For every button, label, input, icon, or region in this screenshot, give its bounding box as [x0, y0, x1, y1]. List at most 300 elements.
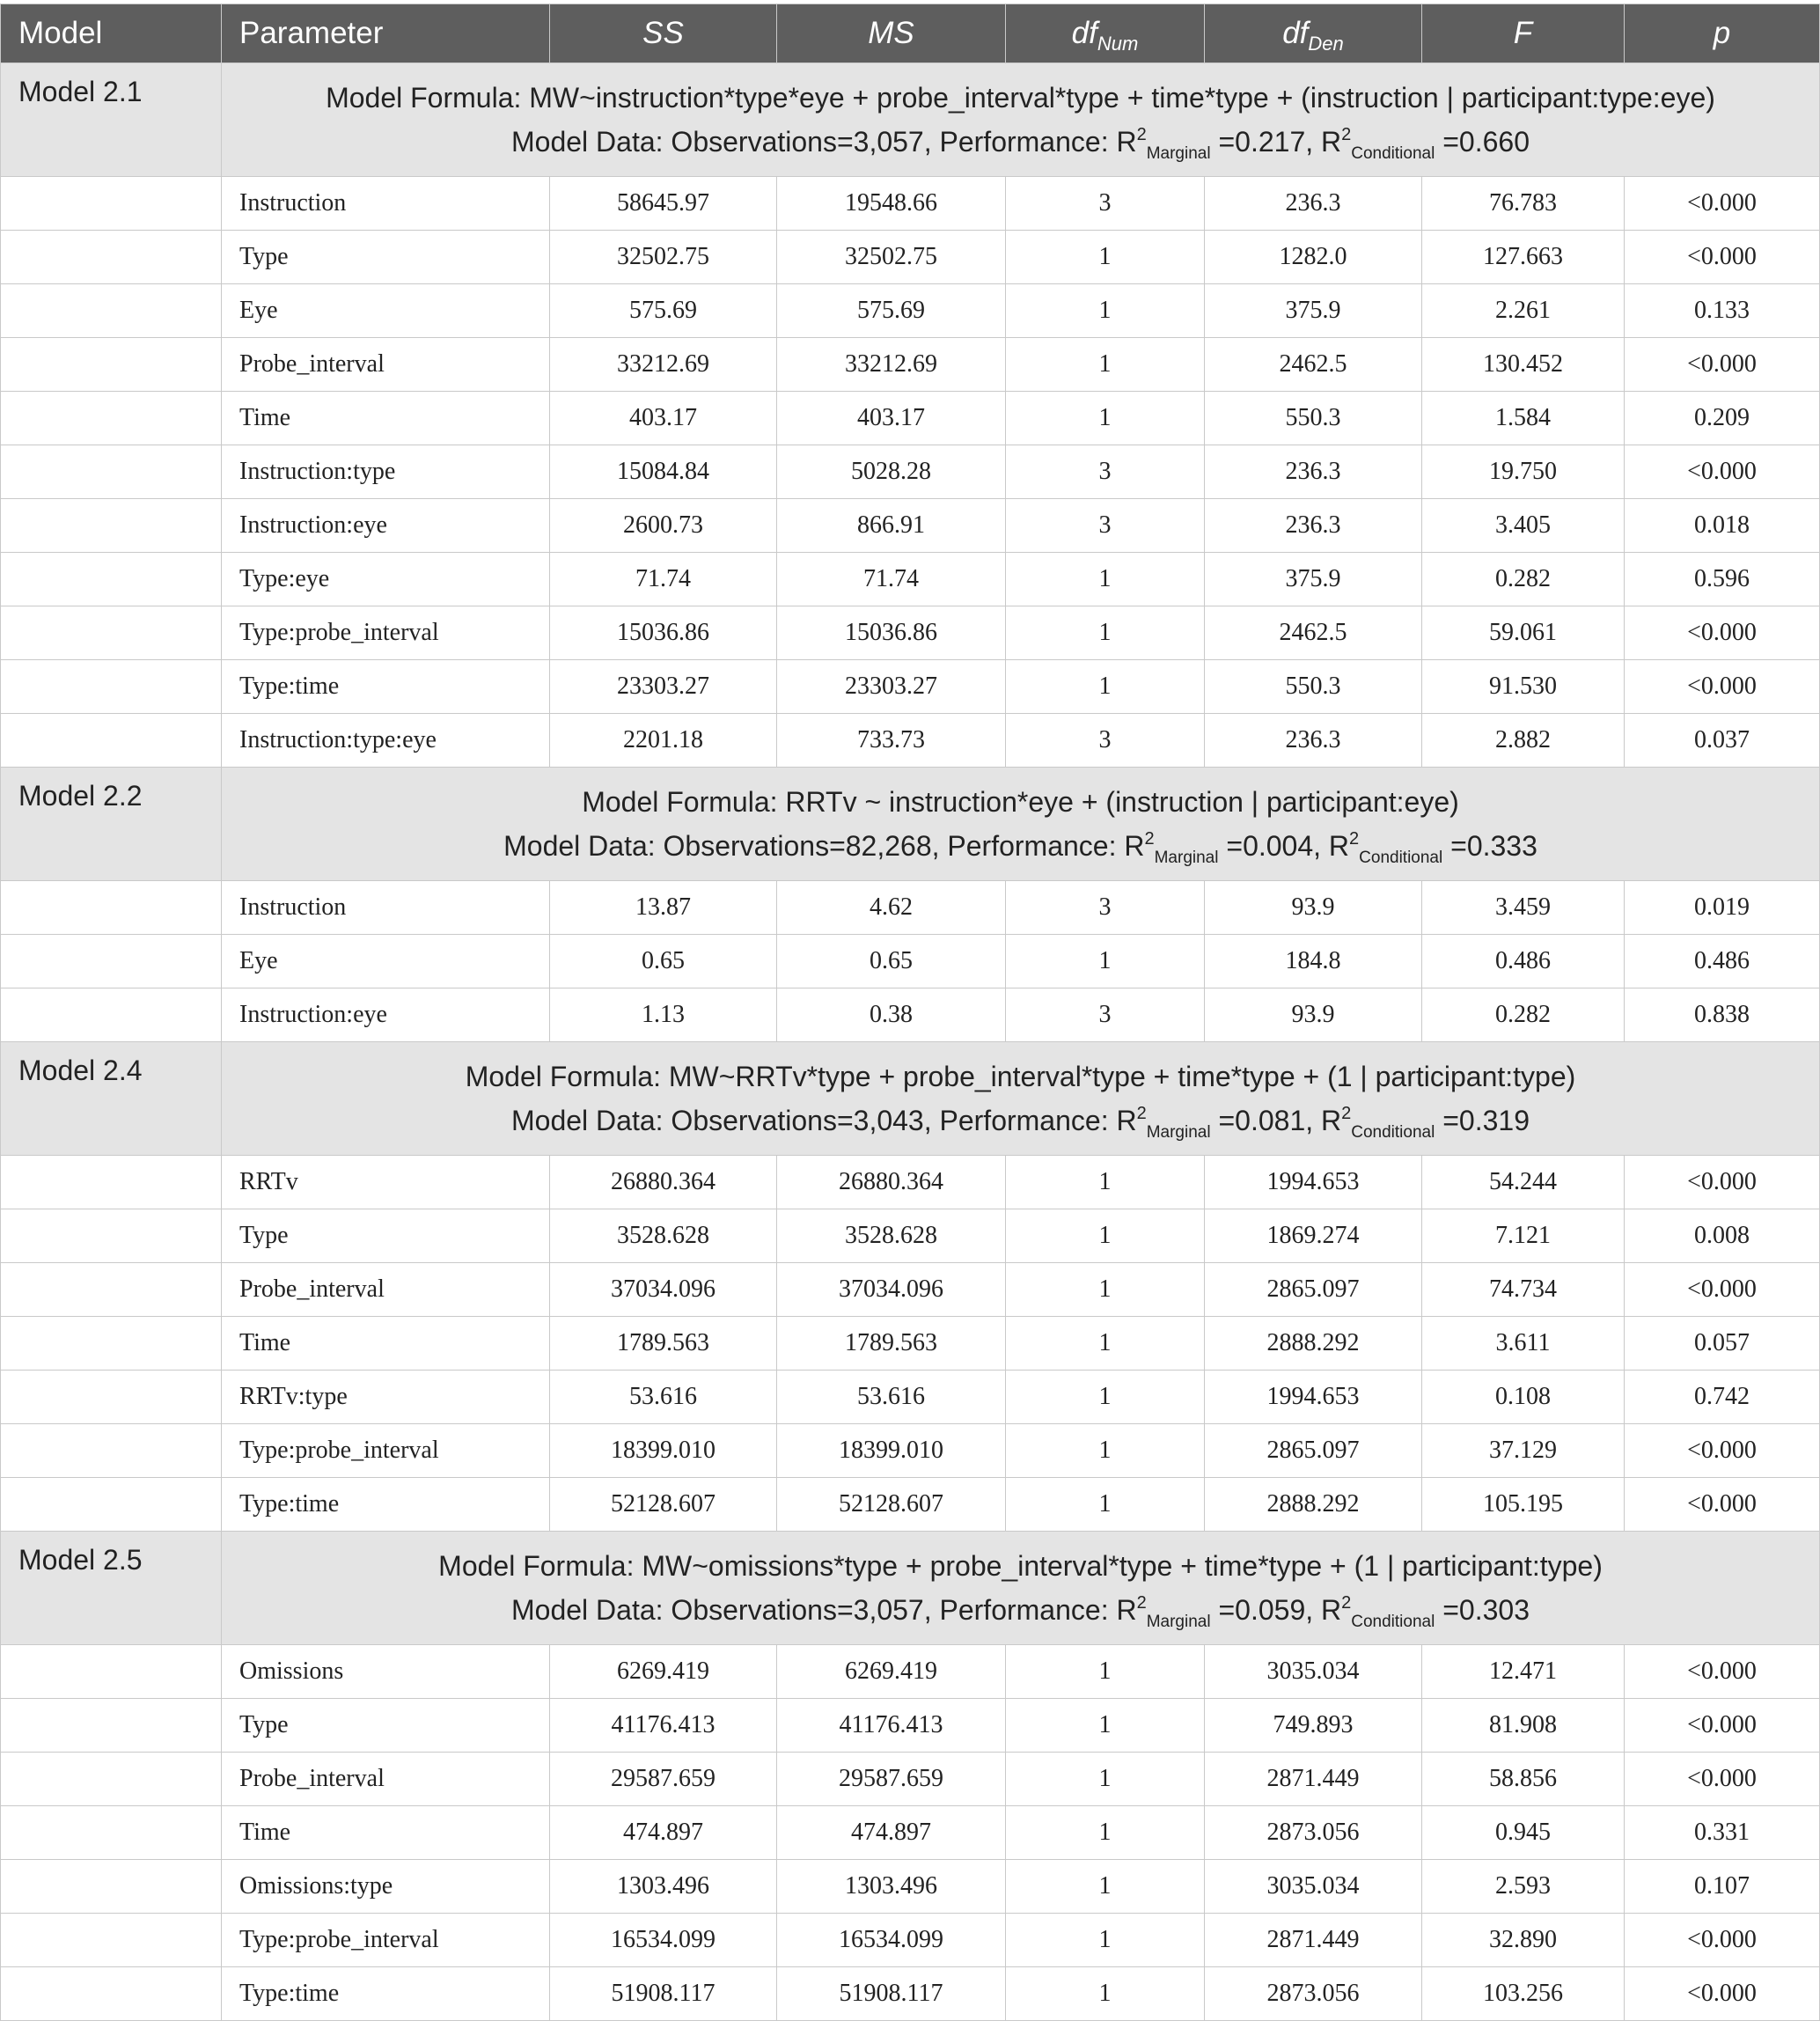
f-cell: 2.882	[1422, 714, 1625, 768]
p-cell: 0.037	[1625, 714, 1820, 768]
model-formula: Model Formula: MW~omissions*type + probe_interval*type + time*type + (1 | participant:type)	[438, 1550, 1603, 1582]
model-cell-empty	[1, 1699, 222, 1753]
df-den-cell: 2888.292	[1205, 1317, 1422, 1371]
ms-cell: 26880.364	[777, 1156, 1006, 1209]
table-row	[1, 553, 1820, 606]
r2-conditional-label: Conditional	[1351, 144, 1435, 163]
parameter-cell: Instruction:type:eye	[222, 714, 550, 768]
df-num-cell: 1	[1006, 1806, 1205, 1860]
table-row	[1, 177, 1820, 231]
model-data-prefix: Model Data: Observations=3,057, Performance: R	[511, 126, 1137, 158]
model-cell-empty	[1, 1424, 222, 1478]
f-cell: 54.244	[1422, 1156, 1625, 1209]
table-row	[1, 445, 1820, 499]
model-cell-empty	[1, 499, 222, 553]
p-cell: <0.000	[1625, 606, 1820, 660]
p-cell: 0.057	[1625, 1317, 1820, 1371]
p-cell: <0.000	[1625, 1967, 1820, 2021]
df-num-cell: 1	[1006, 1645, 1205, 1699]
model-cell-empty	[1, 392, 222, 445]
model-cell-empty	[1, 1753, 222, 1806]
ms-cell: 403.17	[777, 392, 1006, 445]
df-den-cell: 550.3	[1205, 392, 1422, 445]
r2-superscript: 2	[1136, 1104, 1147, 1123]
model-data-line	[222, 1099, 1819, 1143]
model-name: Model 2.2	[1, 768, 222, 881]
ms-cell: 51908.117	[777, 1967, 1006, 2021]
ms-cell: 4.62	[777, 881, 1006, 935]
r2-conditional-value: =0.319	[1435, 1105, 1530, 1136]
f-cell: 105.195	[1422, 1478, 1625, 1532]
ss-cell: 41176.413	[550, 1699, 777, 1753]
df-num-cell: 1	[1006, 231, 1205, 284]
ms-cell: 19548.66	[777, 177, 1006, 231]
model-description	[222, 1532, 1820, 1645]
table-row	[1, 660, 1820, 714]
table-row	[1, 1424, 1820, 1478]
model-cell-empty	[1, 1914, 222, 1967]
model-section-header	[1, 63, 1820, 177]
model-cell-empty	[1, 1967, 222, 2021]
parameter-cell: Instruction:type	[222, 445, 550, 499]
f-cell: 0.282	[1422, 553, 1625, 606]
parameter-cell: Time	[222, 1806, 550, 1860]
ss-cell: 16534.099	[550, 1914, 777, 1967]
ss-cell: 29587.659	[550, 1753, 777, 1806]
df-den-cell: 375.9	[1205, 284, 1422, 338]
df-num-cell: 3	[1006, 499, 1205, 553]
p-cell: 0.019	[1625, 881, 1820, 935]
ss-cell: 2201.18	[550, 714, 777, 768]
model-cell-empty	[1, 338, 222, 392]
f-cell: 74.734	[1422, 1263, 1625, 1317]
ss-cell: 71.74	[550, 553, 777, 606]
df-num-cell: 1	[1006, 1478, 1205, 1532]
model-data-prefix: Model Data: Observations=3,043, Performance: R	[511, 1105, 1137, 1136]
table-row	[1, 1806, 1820, 1860]
model-cell-empty	[1, 445, 222, 499]
df-den-cell: 1282.0	[1205, 231, 1422, 284]
df-num-cell: 1	[1006, 1860, 1205, 1914]
ss-cell: 26880.364	[550, 1156, 777, 1209]
parameter-cell: Eye	[222, 935, 550, 988]
f-cell: 58.856	[1422, 1753, 1625, 1806]
f-cell: 2.593	[1422, 1860, 1625, 1914]
df-num-cell: 1	[1006, 392, 1205, 445]
parameter-cell: Probe_interval	[222, 1753, 550, 1806]
model-cell-empty	[1, 1860, 222, 1914]
ss-cell: 1789.563	[550, 1317, 777, 1371]
model-cell-empty	[1, 284, 222, 338]
f-cell: 1.584	[1422, 392, 1625, 445]
df-den-cell: 2462.5	[1205, 338, 1422, 392]
ss-cell: 23303.27	[550, 660, 777, 714]
p-cell: <0.000	[1625, 1914, 1820, 1967]
ms-cell: 23303.27	[777, 660, 1006, 714]
df-den-cell: 236.3	[1205, 177, 1422, 231]
df-num-cell: 1	[1006, 1371, 1205, 1424]
parameter-cell: Type:time	[222, 1478, 550, 1532]
ss-cell: 52128.607	[550, 1478, 777, 1532]
f-cell: 76.783	[1422, 177, 1625, 231]
ms-cell: 18399.010	[777, 1424, 1006, 1478]
r2-superscript: 2	[1136, 125, 1147, 144]
df-num-cell: 1	[1006, 553, 1205, 606]
df-den-cell: 2871.449	[1205, 1914, 1422, 1967]
df-num-cell: 1	[1006, 660, 1205, 714]
r2-marginal-value: =0.217, R	[1210, 126, 1342, 158]
df-num-cell: 1	[1006, 1209, 1205, 1263]
table-row	[1, 1263, 1820, 1317]
f-cell: 32.890	[1422, 1914, 1625, 1967]
df-den-cell: 93.9	[1205, 881, 1422, 935]
parameter-cell: Type	[222, 1209, 550, 1263]
table-row	[1, 1478, 1820, 1532]
p-cell: <0.000	[1625, 660, 1820, 714]
df-den-cell: 236.3	[1205, 499, 1422, 553]
p-cell: 0.018	[1625, 499, 1820, 553]
ss-cell: 15084.84	[550, 445, 777, 499]
model-cell-empty	[1, 231, 222, 284]
f-cell: 37.129	[1422, 1424, 1625, 1478]
f-cell: 7.121	[1422, 1209, 1625, 1263]
table-row	[1, 606, 1820, 660]
model-data-prefix: Model Data: Observations=82,268, Performance: R	[503, 830, 1145, 862]
r2-marginal-label: Marginal	[1146, 144, 1211, 163]
ms-cell: 37034.096	[777, 1263, 1006, 1317]
f-cell: 3.611	[1422, 1317, 1625, 1371]
model-formula: Model Formula: MW~RRTv*type + probe_interval*type + time*type + (1 | participant:type)	[465, 1061, 1576, 1092]
model-section-header	[1, 768, 1820, 881]
table-row	[1, 881, 1820, 935]
df-den-cell: 93.9	[1205, 988, 1422, 1042]
p-cell: 0.107	[1625, 1860, 1820, 1914]
table-row	[1, 1156, 1820, 1209]
df-den-cell: 236.3	[1205, 445, 1422, 499]
parameter-cell: Type	[222, 231, 550, 284]
df-den-cell: 749.893	[1205, 1699, 1422, 1753]
r2-marginal-value: =0.081, R	[1210, 1105, 1342, 1136]
p-cell: <0.000	[1625, 1645, 1820, 1699]
model-cell-empty	[1, 1263, 222, 1317]
f-cell: 12.471	[1422, 1645, 1625, 1699]
table-row	[1, 1914, 1820, 1967]
ms-cell: 16534.099	[777, 1914, 1006, 1967]
table-row	[1, 1860, 1820, 1914]
model-cell-empty	[1, 1156, 222, 1209]
p-cell: 0.838	[1625, 988, 1820, 1042]
model-cell-empty	[1, 881, 222, 935]
df-num-cell: 1	[1006, 935, 1205, 988]
parameter-cell: Type:time	[222, 1967, 550, 2021]
model-formula: Model Formula: MW~instruction*type*eye + probe_interval*type + time*type + (instruction | participant:type:eye)	[326, 82, 1715, 114]
f-cell: 0.945	[1422, 1806, 1625, 1860]
f-cell: 0.486	[1422, 935, 1625, 988]
df-den-cell: 3035.034	[1205, 1645, 1422, 1699]
df-den-cell: 2873.056	[1205, 1967, 1422, 2021]
ss-cell: 13.87	[550, 881, 777, 935]
df-den-cell: 375.9	[1205, 553, 1422, 606]
model-cell-empty	[1, 1806, 222, 1860]
ss-cell: 2600.73	[550, 499, 777, 553]
model-name: Model 2.4	[1, 1042, 222, 1156]
r2-conditional-value: =0.333	[1442, 830, 1537, 862]
model-description	[222, 768, 1820, 881]
ms-cell: 1789.563	[777, 1317, 1006, 1371]
ms-cell: 0.65	[777, 935, 1006, 988]
header-row	[1, 4, 1820, 63]
ss-cell: 1.13	[550, 988, 777, 1042]
f-cell: 103.256	[1422, 1967, 1625, 2021]
ms-cell: 575.69	[777, 284, 1006, 338]
model-cell-empty	[1, 660, 222, 714]
r2-superscript: 2	[1144, 829, 1155, 849]
r2-superscript: 2	[1349, 829, 1360, 849]
p-cell: <0.000	[1625, 338, 1820, 392]
ms-cell: 3528.628	[777, 1209, 1006, 1263]
parameter-cell: RRTv	[222, 1156, 550, 1209]
ss-cell: 474.897	[550, 1806, 777, 1860]
p-cell: 0.486	[1625, 935, 1820, 988]
p-cell: 0.209	[1625, 392, 1820, 445]
df-den-cell: 3035.034	[1205, 1860, 1422, 1914]
col-header-df-den: $df_{Den}$	[1205, 4, 1422, 63]
ms-cell: 32502.75	[777, 231, 1006, 284]
r2-superscript: 2	[1341, 1104, 1352, 1123]
f-cell: 127.663	[1422, 231, 1625, 284]
p-cell: 0.331	[1625, 1806, 1820, 1860]
parameter-cell: Type:eye	[222, 553, 550, 606]
r2-marginal-value: =0.004, R	[1218, 830, 1350, 862]
model-formula: Model Formula: RRTv ~ instruction*eye + (instruction | participant:eye)	[582, 786, 1459, 818]
df-num-cell: 1	[1006, 338, 1205, 392]
r2-marginal-label: Marginal	[1146, 1613, 1211, 1631]
parameter-cell: Time	[222, 1317, 550, 1371]
df-num-cell: 1	[1006, 1914, 1205, 1967]
df-num-cell: 3	[1006, 714, 1205, 768]
table-row	[1, 1371, 1820, 1424]
ms-cell: 15036.86	[777, 606, 1006, 660]
p-cell: <0.000	[1625, 177, 1820, 231]
df-den-cell: 2873.056	[1205, 1806, 1422, 1860]
df-den-cell: 2871.449	[1205, 1753, 1422, 1806]
df-num-cell: 3	[1006, 445, 1205, 499]
f-cell: 91.530	[1422, 660, 1625, 714]
ms-cell: 33212.69	[777, 338, 1006, 392]
df-num-cell: 1	[1006, 284, 1205, 338]
ms-cell: 6269.419	[777, 1645, 1006, 1699]
table-row	[1, 1753, 1820, 1806]
r2-conditional-value: =0.303	[1435, 1594, 1530, 1626]
ms-cell: 733.73	[777, 714, 1006, 768]
parameter-cell: Instruction:eye	[222, 988, 550, 1042]
parameter-cell: Instruction	[222, 177, 550, 231]
table-row	[1, 499, 1820, 553]
table-row	[1, 1209, 1820, 1263]
r2-conditional-label: Conditional	[1351, 1613, 1435, 1631]
table-row	[1, 1967, 1820, 2021]
model-cell-empty	[1, 1317, 222, 1371]
p-cell: 0.008	[1625, 1209, 1820, 1263]
ms-cell: 0.38	[777, 988, 1006, 1042]
r2-conditional-value: =0.660	[1435, 126, 1530, 158]
table-body	[1, 63, 1820, 2021]
parameter-cell: Time	[222, 392, 550, 445]
model-cell-empty	[1, 935, 222, 988]
df-den-cell: 1869.274	[1205, 1209, 1422, 1263]
df-num-cell: 1	[1006, 1317, 1205, 1371]
p-cell: <0.000	[1625, 1263, 1820, 1317]
ss-cell: 58645.97	[550, 177, 777, 231]
ss-cell: 18399.010	[550, 1424, 777, 1478]
p-cell: <0.000	[1625, 1424, 1820, 1478]
table-row	[1, 392, 1820, 445]
df-den-cell: 1994.653	[1205, 1156, 1422, 1209]
ss-cell: 53.616	[550, 1371, 777, 1424]
r2-marginal-value: =0.059, R	[1210, 1594, 1342, 1626]
ss-cell: 6269.419	[550, 1645, 777, 1699]
df-num-cell: 1	[1006, 1263, 1205, 1317]
table-row	[1, 284, 1820, 338]
f-cell: 3.459	[1422, 881, 1625, 935]
ss-cell: 15036.86	[550, 606, 777, 660]
model-cell-empty	[1, 1371, 222, 1424]
ss-cell: 33212.69	[550, 338, 777, 392]
table-row	[1, 1645, 1820, 1699]
model-section-header	[1, 1042, 1820, 1156]
model-cell-empty	[1, 1209, 222, 1263]
table-row	[1, 338, 1820, 392]
f-cell: 81.908	[1422, 1699, 1625, 1753]
model-cell-empty	[1, 714, 222, 768]
parameter-cell: Probe_interval	[222, 1263, 550, 1317]
model-cell-empty	[1, 988, 222, 1042]
f-cell: 130.452	[1422, 338, 1625, 392]
p-cell: 0.742	[1625, 1371, 1820, 1424]
col-header-p: p	[1625, 4, 1820, 63]
parameter-cell: Type:probe_interval	[222, 1424, 550, 1478]
anova-results-table	[0, 4, 1820, 2021]
f-cell: 0.108	[1422, 1371, 1625, 1424]
p-cell: <0.000	[1625, 1753, 1820, 1806]
df-den-cell: 1994.653	[1205, 1371, 1422, 1424]
parameter-cell: RRTv:type	[222, 1371, 550, 1424]
model-name: Model 2.1	[1, 63, 222, 177]
col-header-ss: SS	[550, 4, 777, 63]
col-header-parameter: Parameter	[222, 4, 550, 63]
parameter-cell: Omissions:type	[222, 1860, 550, 1914]
df-num-cell: 1	[1006, 1699, 1205, 1753]
ms-cell: 52128.607	[777, 1478, 1006, 1532]
parameter-cell: Eye	[222, 284, 550, 338]
model-data-line	[222, 120, 1819, 164]
ss-cell: 3528.628	[550, 1209, 777, 1263]
ss-cell: 1303.496	[550, 1860, 777, 1914]
ms-cell: 29587.659	[777, 1753, 1006, 1806]
r2-conditional-label: Conditional	[1359, 849, 1443, 867]
ss-cell: 37034.096	[550, 1263, 777, 1317]
table-row	[1, 714, 1820, 768]
parameter-cell: Instruction:eye	[222, 499, 550, 553]
model-data-prefix: Model Data: Observations=3,057, Performance: R	[511, 1594, 1137, 1626]
parameter-cell: Type:probe_interval	[222, 606, 550, 660]
ms-cell: 41176.413	[777, 1699, 1006, 1753]
table-row	[1, 988, 1820, 1042]
parameter-cell: Omissions	[222, 1645, 550, 1699]
model-cell-empty	[1, 177, 222, 231]
model-description	[222, 63, 1820, 177]
f-cell: 0.282	[1422, 988, 1625, 1042]
p-cell: <0.000	[1625, 445, 1820, 499]
parameter-cell: Type	[222, 1699, 550, 1753]
df-num-cell: 3	[1006, 881, 1205, 935]
df-num-cell: 1	[1006, 1967, 1205, 2021]
parameter-cell: Type:time	[222, 660, 550, 714]
ms-cell: 5028.28	[777, 445, 1006, 499]
df-den-cell: 550.3	[1205, 660, 1422, 714]
ss-cell: 575.69	[550, 284, 777, 338]
parameter-cell: Type:probe_interval	[222, 1914, 550, 1967]
col-header-model: Model	[1, 4, 222, 63]
ms-cell: 53.616	[777, 1371, 1006, 1424]
df-den-cell: 2462.5	[1205, 606, 1422, 660]
ms-cell: 866.91	[777, 499, 1006, 553]
p-cell: 0.596	[1625, 553, 1820, 606]
r2-superscript: 2	[1341, 125, 1352, 144]
table-row	[1, 1699, 1820, 1753]
model-data-line	[222, 824, 1819, 868]
r2-superscript: 2	[1341, 1593, 1352, 1613]
col-header-df-num: $df_{Num}$	[1006, 4, 1205, 63]
parameter-cell: Instruction	[222, 881, 550, 935]
r2-marginal-label: Marginal	[1146, 1123, 1211, 1142]
p-cell: <0.000	[1625, 231, 1820, 284]
ss-cell: 403.17	[550, 392, 777, 445]
ms-cell: 71.74	[777, 553, 1006, 606]
p-cell: <0.000	[1625, 1699, 1820, 1753]
ss-cell: 32502.75	[550, 231, 777, 284]
df-num-cell: 1	[1006, 1424, 1205, 1478]
table-row	[1, 1317, 1820, 1371]
model-cell-empty	[1, 1478, 222, 1532]
model-cell-empty	[1, 1645, 222, 1699]
r2-marginal-label: Marginal	[1154, 849, 1219, 867]
col-header-ms: MS	[777, 4, 1006, 63]
df-den-cell: 2865.097	[1205, 1263, 1422, 1317]
p-cell: <0.000	[1625, 1478, 1820, 1532]
df-num-cell: 1	[1006, 606, 1205, 660]
model-data-line	[222, 1588, 1819, 1632]
col-header-f: F	[1422, 4, 1625, 63]
model-cell-empty	[1, 606, 222, 660]
model-name: Model 2.5	[1, 1532, 222, 1645]
model-section-header	[1, 1532, 1820, 1645]
df-den-cell: 236.3	[1205, 714, 1422, 768]
parameter-cell: Probe_interval	[222, 338, 550, 392]
p-cell: <0.000	[1625, 1156, 1820, 1209]
table-row	[1, 231, 1820, 284]
p-cell: 0.133	[1625, 284, 1820, 338]
ms-cell: 1303.496	[777, 1860, 1006, 1914]
ss-cell: 0.65	[550, 935, 777, 988]
ss-cell: 51908.117	[550, 1967, 777, 2021]
df-num-cell: 1	[1006, 1753, 1205, 1806]
f-cell: 59.061	[1422, 606, 1625, 660]
model-cell-empty	[1, 553, 222, 606]
ms-cell: 474.897	[777, 1806, 1006, 1860]
model-description	[222, 1042, 1820, 1156]
df-den-cell: 2865.097	[1205, 1424, 1422, 1478]
